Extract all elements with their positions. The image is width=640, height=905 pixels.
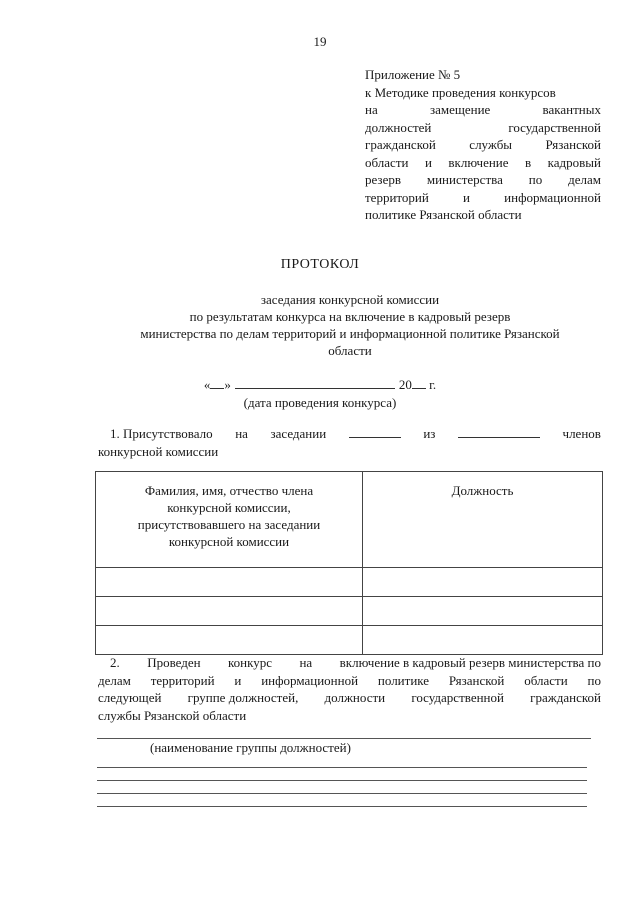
month-blank: [235, 388, 395, 389]
word: делам: [568, 172, 601, 187]
item-1: [98, 425, 601, 461]
word: службы: [469, 137, 513, 152]
word: членов: [562, 426, 601, 441]
word: Рязанской: [448, 672, 505, 688]
group-caption: (наименование группы должностей): [150, 740, 351, 755]
item-1-line: конкурсной комиссии: [98, 444, 219, 459]
table-row: [96, 568, 603, 597]
word: на: [365, 102, 378, 117]
header-line: присутствовавшего на заседании: [137, 517, 321, 532]
appendix-line: [365, 171, 601, 189]
word: министерства: [426, 172, 503, 187]
table-cell: [96, 568, 363, 597]
word: Проведен: [147, 655, 201, 670]
document-subtitle: [90, 291, 610, 359]
word: информационной: [261, 672, 359, 688]
word: области: [524, 672, 568, 688]
table-cell: [363, 568, 603, 597]
word: заседании: [270, 426, 327, 441]
item-2-line: [98, 654, 601, 672]
word: и: [234, 672, 242, 688]
year-blank: [412, 388, 426, 389]
word: политике: [377, 672, 430, 688]
present-count-blank: [349, 425, 401, 438]
table-cell: [363, 626, 603, 655]
appendix-line: [365, 101, 601, 119]
header-line: конкурсной комиссии: [168, 534, 290, 549]
date-caption: (дата проведения конкурса): [243, 395, 397, 410]
word: включение: [448, 154, 509, 170]
header-position: [363, 472, 603, 568]
word: включение в кадровый резерв министерства по: [339, 655, 601, 670]
word: вакантных: [542, 102, 601, 117]
word: должностей: [365, 119, 432, 135]
appendix-line: [365, 189, 601, 207]
header-line: конкурсной комиссии,: [167, 500, 291, 515]
word: государственной: [508, 119, 601, 135]
word: на: [299, 655, 313, 670]
subtitle-line: по результатам конкурса на включение в кадровый резерв: [189, 309, 511, 324]
appendix-line: [365, 136, 601, 154]
word: из: [423, 426, 436, 441]
word: гражданской: [530, 690, 601, 705]
day-blank: [210, 388, 224, 389]
document-title: ПРОТОКОЛ: [280, 257, 360, 272]
word: на: [235, 426, 248, 441]
word: замещение: [429, 102, 491, 117]
group-name-line: [97, 738, 591, 739]
word: области: [365, 154, 409, 170]
year-prefix: 20: [398, 377, 412, 392]
appendix-line: политике Рязанской области: [365, 207, 522, 222]
fill-line: [97, 767, 587, 768]
table-cell: [363, 597, 603, 626]
word: по: [528, 172, 543, 187]
word: кадровый: [547, 154, 601, 170]
word: 2.: [110, 655, 120, 670]
subtitle-line: министерства по делам территорий и информационной политике Рязанской: [140, 326, 560, 341]
table-cell: [96, 597, 363, 626]
header-line: Фамилия, имя, отчество члена: [144, 483, 314, 498]
quote-close: »: [224, 377, 231, 392]
header-line: Должность: [451, 483, 514, 498]
word: группе должностей,: [187, 690, 299, 705]
word: и: [424, 154, 432, 170]
fill-line: [97, 806, 587, 807]
word: следующей: [98, 690, 162, 705]
word: резерв: [365, 172, 401, 187]
fill-line: [97, 793, 587, 794]
header-fio: [96, 472, 363, 568]
appendix-line: [365, 119, 601, 137]
table-row: [96, 597, 603, 626]
word: и: [463, 189, 470, 205]
word: территорий: [365, 189, 429, 205]
item-2-line: [98, 689, 601, 707]
word: информационной: [504, 189, 601, 205]
word: территорий: [150, 672, 215, 688]
item-2-line: [98, 672, 601, 690]
table-cell: [96, 626, 363, 655]
table-row: [96, 626, 603, 655]
word: конкурс: [228, 655, 273, 670]
item-2: [98, 654, 601, 724]
members-table: [95, 471, 603, 655]
total-count-blank: [458, 425, 540, 438]
word: 1. Присутствовало: [110, 426, 213, 441]
item-2-line: службы Рязанской области: [98, 707, 247, 723]
subtitle-line: области: [328, 343, 372, 358]
appendix-header: [365, 66, 601, 224]
word: должности: [324, 690, 386, 705]
item-1-line: [98, 425, 601, 443]
appendix-line: Приложение № 5: [365, 67, 461, 82]
word: Рязанской: [545, 137, 601, 152]
date-line: [0, 377, 640, 393]
word: государственной: [411, 690, 504, 705]
appendix-line: к Методике проведения конкурсов: [365, 84, 556, 100]
word: по: [587, 672, 601, 688]
subtitle-line: заседания конкурсной комиссии: [260, 292, 440, 307]
table-header-row: [96, 472, 603, 568]
year-suffix: г.: [429, 377, 437, 392]
word: в: [525, 154, 532, 170]
page-number: 19: [313, 34, 327, 49]
appendix-line: [365, 154, 601, 172]
word: гражданской: [365, 137, 436, 152]
word: делам: [98, 672, 131, 688]
quote-open: «: [203, 377, 211, 392]
fill-line: [97, 780, 587, 781]
